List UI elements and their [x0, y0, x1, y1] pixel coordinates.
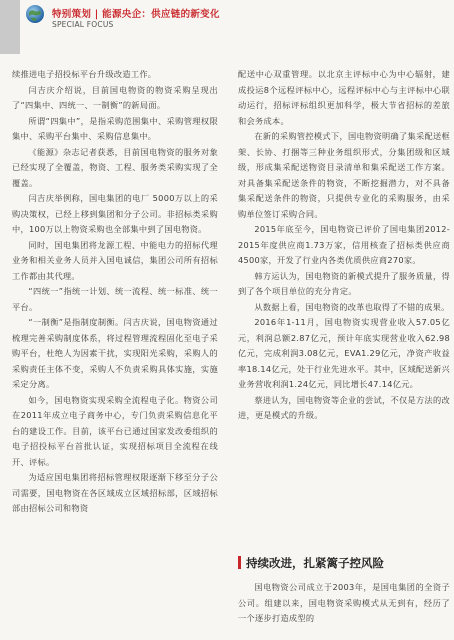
- paragraph: 2016年1-11月，国电物资实现营业收入57.05亿元，利润总额2.87亿元，预计年底实现营业收入62.98亿元，完成利润3.08亿元，EVA1.29亿元，净资产收益率18.14亿元，处于行业先进水平。其中，区域配送新兴业务营收利润1.24亿元，同比增长47.14亿元。: [238, 317, 450, 389]
- section-heading: 持续改进，扎紧篱子控风险: [246, 556, 384, 570]
- section-header-title: 特别策划 | 能源央企：供应链的新变化: [52, 9, 220, 20]
- paragraph: 蔡进认为，国电物资等企业的尝试，不仅是方法的改进，更是模式的升级。: [238, 394, 450, 420]
- paragraph: 续推进电子招投标平台升级改造工作。: [12, 69, 157, 79]
- paragraph: 所谓“四集中”，是指采购范围集中、采购管理权限集中、采购平台集中、采购信息集中。: [12, 115, 218, 141]
- section-text-column: [238, 580, 450, 627]
- section-title-bar: [238, 556, 241, 569]
- paragraph: 2015年底至今，国电物资已评价了国电集团2012-2015年度供应商1.73万家，信用核查了招标类供应商4500家，开发了行业内各类优质供应商270家。: [238, 224, 450, 265]
- paragraph: “四统一”指统一计划、统一流程、统一标准、统一平台。: [12, 286, 218, 312]
- paragraph: 国电物资公司成立于2003年，是国电集团的全资子公司。组建以来，国电物资采购模式从无到有，经历了一个逐步打造成型的: [238, 582, 450, 623]
- paragraph: 同时，国电集团将龙源工程、中能电力的招标代理业务和相关业务人员并入国电诚信，集团公司所有招标工作都由其代理。: [12, 239, 218, 281]
- corner-color-block: [0, 0, 20, 54]
- left-text-column: [12, 67, 218, 517]
- section-header-subtitle: SPECIAL FOCUS: [52, 20, 114, 29]
- paragraph: 在新的采购管控模式下，国电物资明确了集采配送框架、长协、打捆等三种业务组织形式，分集团级和区域级，形成集采配送物资目录清单和集采配送工作方案。对具备集采配送条件的物资，不断挖掘潜力，对不具备集采配送条件的物资，只提供专业化的采购服务，由采购单位签订采购合同。: [238, 131, 450, 219]
- paragraph: 从数据上看，国电物资的改革也取得了不错的成果。: [254, 301, 450, 312]
- paragraph: 闫吉庆介绍说，目前国电物资的物资采购呈现出了“四集中、四统一、一制衡”的新局面。: [12, 84, 218, 110]
- globe-icon: [25, 4, 45, 24]
- paragraph: 如今，国电物资实现采购全流程电子化。物资公司在2011年成立电子商务中心，专门负责采购信息化平台的建设工作。目前，该平台已通过国家发改委组织的电子招投标平台首批认证，实现招标项目全流程在线开、评标。: [12, 394, 218, 467]
- paragraph: “一制衡”是指制度制衡。闫吉庆说，国电物资通过梳理完善采购制度体系，将过程管理流程固化至电子采购平台，杜绝人为因素干扰，实现阳光采购，采购人的采购责任主体不变，采购人不负责采购具体实施，实施采定分离。: [12, 317, 218, 389]
- paragraph: 韩方运认为，国电物资的新模式提升了服务质量，得到了各个项目单位的充分肯定。: [238, 270, 450, 296]
- right-text-column: [238, 67, 450, 424]
- paragraph: 配送中心双重管理。以北京主评标中心为中心辐射，建成投运8个远程评标中心，远程评标中心与主评标中心联动运行，招标评标组织更加科学，极大节省招标的差旅和会务成本。: [238, 69, 450, 126]
- paragraph: 《能源》杂志记者获悉，目前国电物资的服务对象已经实现了全覆盖，物资、工程、服务类采购实现了全覆盖。: [12, 146, 218, 188]
- paragraph: 闫吉庆举例称，国电集团的电厂 5000万以上的采购决策权，已经上移到集团和分子公司。非招标类采购中，100万以上物资采购也全部集中到了国电物资。: [12, 193, 218, 234]
- paragraph: 为适应国电集团将招标管理权限逐渐下移至分子公司需要，国电物资在各区域成立区域招标部，区域招标部由招标公司和物资: [12, 472, 218, 513]
